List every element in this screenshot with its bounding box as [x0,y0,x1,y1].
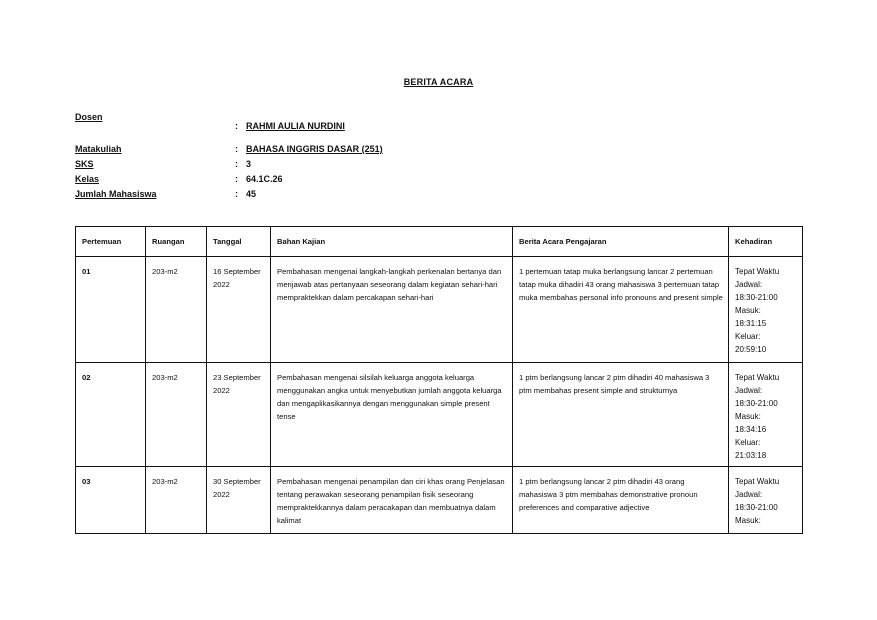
cell-pertemuan: 01 [76,257,146,363]
header-berita-acara: Berita Acara Pengajaran [513,227,729,257]
cell-berita-acara: 1 ptm berlangsung lancar 2 ptm dihadiri 40 mahasiswa 3 ptm membahas present simple and strukturnya [513,363,729,467]
jumlah-mahasiswa-sep: : [235,189,238,199]
cell-pertemuan: 02 [76,363,146,467]
table-row [76,257,803,363]
jumlah-mahasiswa-value: 45 [246,189,257,199]
header-bahan-kajian: Bahan Kajian [271,227,513,257]
header-pertemuan: Pertemuan [76,227,146,257]
sks-label: SKS [75,159,94,169]
page-title: BERITA ACARA [403,77,474,87]
kehadiran-masuk-value: 18:31:15 [735,319,767,328]
jumlah-mahasiswa-label: Jumlah Mahasiswa [75,189,157,199]
table-row [76,467,803,534]
kehadiran-jadwal-label: Jadwal: [735,280,763,289]
cell-ruangan: 203-m2 [146,467,207,534]
info-block [75,112,475,207]
kelas-sep: : [235,174,238,184]
kehadiran-status: Tepat Waktu [735,267,780,276]
cell-berita-acara: 1 ptm berlangsung lancar 2 ptm dihadiri 43 orang mahasiswa 3 ptm membahas demonstrative pronoun preferences and comparative adjective [513,467,729,534]
kehadiran-status: Tepat Waktu [735,477,780,486]
sks-value: 3 [246,159,252,169]
matakuliah-value: BAHASA INGGRIS DASAR (251) [246,144,383,154]
cell-tanggal: 30 September 2022 [207,467,271,534]
cell-ruangan: 203-m2 [146,363,207,467]
cell-bahan-kajian: Pembahasan mengenai silsilah keluarga anggota keluarga menggunakan angka untuk menyebutkan jumlah anggota keluarga dan mengaplikasikannya dengan menggunakan simple present tense [271,363,513,467]
berita-acara-table [75,226,803,534]
header-ruangan: Ruangan [146,227,207,257]
dosen-label: Dosen [75,112,103,122]
cell-bahan-kajian: Pembahasan mengenai langkah-langkah perkenalan bertanya dan menjawab atas pertanyaan seseorang dalam kegiatan sehari-hari mempraktekkan dalam percakapan sehari-hari [271,257,513,363]
cell-pertemuan: 03 [76,467,146,534]
cell-kehadiran [729,363,803,467]
cell-bahan-kajian: Pembahasan mengenai penampilan dan ciri khas orang Penjelasan tentang perawakan seseorang penampilan fisik seseorang mempraktekkannya dalam peracakapan dan membuatnya dalam kalimat [271,467,513,534]
cell-kehadiran [729,257,803,363]
dosen-sep: : [235,121,238,131]
kehadiran-keluar-value: 21:03:18 [735,451,767,460]
matakuliah-sep: : [235,144,238,154]
kehadiran-jadwal-label: Jadwal: [735,490,763,499]
kehadiran-jadwal-label: Jadwal: [735,386,763,395]
kehadiran-masuk-value: 18:34:16 [735,425,767,434]
kehadiran-jadwal-value: 18:30-21:00 [735,293,778,302]
sks-sep: : [235,159,238,169]
header-tanggal: Tanggal [207,227,271,257]
kehadiran-masuk-label: Masuk: [735,516,761,525]
kehadiran-masuk-label: Masuk: [735,306,761,315]
kelas-value: 64.1C.26 [246,174,283,184]
cell-tanggal: 16 September 2022 [207,257,271,363]
matakuliah-label: Matakuliah [75,144,122,154]
kehadiran-keluar-value: 20:59:10 [735,345,767,354]
kehadiran-jadwal-value: 18:30-21:00 [735,399,778,408]
table-row [76,363,803,467]
kehadiran-masuk-label: Masuk: [735,412,761,421]
cell-kehadiran [729,467,803,534]
header-kehadiran: Kehadiran [729,227,803,257]
kehadiran-keluar-label: Keluar: [735,438,761,447]
cell-tanggal: 23 September 2022 [207,363,271,467]
kehadiran-jadwal-value: 18:30-21:00 [735,503,778,512]
cell-berita-acara: 1 pertemuan tatap muka berlangsung lancar 2 pertemuan tatap muka dihadiri 43 orang mahasiswa 3 pertemuan tatap muka membahas personal info pronouns and present simple [513,257,729,363]
kehadiran-status: Tepat Waktu [735,373,780,382]
dosen-value: RAHMI AULIA NURDINI [246,121,345,131]
kelas-label: Kelas [75,174,100,184]
kehadiran-keluar-label: Keluar: [735,332,761,341]
table-header-row [76,227,803,257]
cell-ruangan: 203-m2 [146,257,207,363]
